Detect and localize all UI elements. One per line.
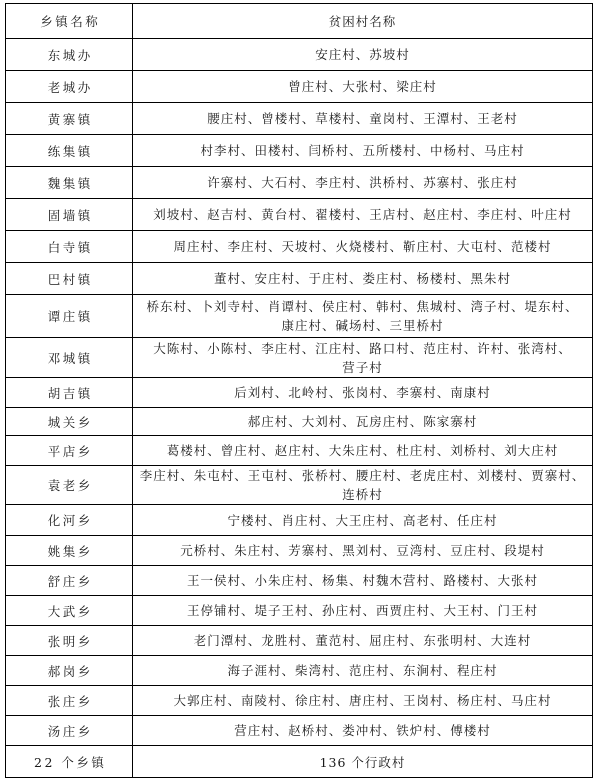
villages-cell: [133, 263, 593, 295]
table-row: [6, 716, 593, 746]
villages-cell: [133, 686, 593, 716]
villages-line: 曾庄村、大张村、梁庄村: [288, 79, 437, 94]
town-cell: 郝岗乡: [6, 656, 133, 686]
villages-line: 安庄村、苏坡村: [315, 47, 410, 62]
villages-line: 宁楼村、肖庄村、大王庄村、高老村、任庄村: [227, 512, 498, 528]
table-row: [6, 466, 593, 505]
villages-line: 董村、安庄村、于庄村、娄庄村、杨楼村、黑朱村: [213, 271, 511, 286]
villages-cell: [133, 39, 593, 71]
table-row: [6, 596, 593, 626]
villages-cell: [133, 566, 593, 596]
villages-line: 海子涯村、柴湾村、范庄村、东涧村、程庄村: [227, 663, 498, 678]
table-row: [6, 231, 593, 263]
table-row: [6, 505, 593, 536]
villages-line: 后刘村、北岭村、张岗村、李寨村、南康村: [234, 385, 491, 400]
town-cell: 巴村镇: [6, 263, 133, 295]
table-row: [6, 686, 593, 716]
table-row: [6, 71, 593, 103]
table-row: [6, 199, 593, 231]
villages-cell: [133, 505, 593, 536]
town-cell: 固墙镇: [6, 199, 133, 231]
table-header-row: [6, 4, 593, 39]
table-row: [6, 626, 593, 656]
table-row: [6, 536, 593, 566]
town-cell: 姚集乡: [6, 536, 133, 566]
villages-line: 许寨村、大石村、李庄村、洪桥村、苏寨村、张庄村: [207, 175, 518, 190]
town-cell: 胡吉镇: [6, 378, 133, 408]
villages-cell: [133, 436, 593, 466]
villages-cell: [133, 536, 593, 566]
table-row: [6, 295, 593, 338]
villages-line: 周庄村、李庄村、天坡村、火烧楼村、靳庄村、大屯村、范楼村: [173, 239, 552, 254]
table-row: [6, 263, 593, 295]
town-cell: 化河乡: [6, 505, 133, 536]
villages-cell: [133, 656, 593, 686]
villages-line: 大郭庄村、南陵村、徐庄村、唐庄村、王岗村、杨庄村、马庄村: [173, 693, 552, 708]
table-row: [6, 135, 593, 167]
town-cell: 袁老乡: [6, 466, 133, 505]
villages-line: 村李村、田楼村、闫桥村、五所楼村、中杨村、马庄村: [200, 143, 525, 158]
villages-cell: [133, 199, 593, 231]
villages-line: 老门潭村、龙胜村、董范村、屈庄村、东张明村、大连村: [193, 633, 532, 648]
table-row: [6, 378, 593, 408]
villages-line: 康庄村、碱场村、三里桥村: [281, 318, 444, 333]
town-cell: 练集镇: [6, 135, 133, 167]
table-row: [6, 566, 593, 596]
total-town-count: 22 个乡镇: [6, 746, 133, 778]
table-row: [6, 408, 593, 436]
villages-line: 桥东村、卜刘寺村、肖谭村、侯庄村、韩村、焦城村、湾子村、堤东村、: [146, 299, 579, 314]
town-cell: 老城办: [6, 71, 133, 103]
villages-line: 大陈村、小陈村、李庄村、江庄村、路口村、范庄村、许村、张湾村、: [153, 340, 572, 356]
town-cell: 黄寨镇: [6, 103, 133, 135]
town-cell: 谭庄镇: [6, 295, 133, 338]
header-villages: 贫困村名称: [133, 4, 593, 39]
villages-line: 刘坡村、赵吉村、黄台村、翟楼村、王店村、赵庄村、李庄村、叶庄村: [153, 207, 572, 222]
villages-cell: [133, 378, 593, 408]
town-cell: 汤庄乡: [6, 716, 133, 746]
villages-cell: [133, 596, 593, 626]
villages-line: 王一侯村、小朱庄村、杨集、村魏木营村、路楼村、大张村: [186, 573, 538, 588]
table-row: [6, 338, 593, 378]
town-cell: 白寺镇: [6, 231, 133, 263]
table-row: [6, 103, 593, 135]
villages-line: 李庄村、朱屯村、王屯村、张桥村、腰庄村、老虎庄村、刘楼村、贾寨村、: [139, 468, 586, 483]
villages-line: 连桥村: [342, 487, 383, 502]
villages-cell: [133, 135, 593, 167]
villages-cell: [133, 231, 593, 263]
town-cell: 魏集镇: [6, 167, 133, 199]
town-cell: 舒庄乡: [6, 566, 133, 596]
town-cell: 东城办: [6, 39, 133, 71]
total-village-count: 136 个行政村: [133, 746, 593, 778]
header-town: 乡镇名称: [6, 4, 133, 39]
town-cell: 邓城镇: [6, 338, 133, 378]
villages-cell: [133, 466, 593, 505]
table-row: [6, 656, 593, 686]
villages-line: 王停铺村、堤子王村、孙庄村、西贾庄村、大王村、门王村: [186, 603, 538, 618]
villages-line: 腰庄村、曾楼村、草楼村、童岗村、王潭村、王老村: [207, 111, 518, 126]
villages-line: 营庄村、赵桥村、娄冲村、铁炉村、傅楼村: [234, 723, 491, 738]
table-row: [6, 167, 593, 199]
villages-cell: [133, 626, 593, 656]
villages-cell: [133, 408, 593, 436]
villages-cell: [133, 338, 593, 378]
villages-cell: [133, 103, 593, 135]
table-row: [6, 39, 593, 71]
villages-line: 营子村: [342, 359, 383, 375]
town-cell: 平店乡: [6, 436, 133, 466]
table-total-row: [6, 746, 593, 778]
town-cell: 张庄乡: [6, 686, 133, 716]
villages-line: 元桥村、朱庄村、芳寨村、黑刘村、豆湾村、豆庄村、段堤村: [180, 543, 545, 558]
villages-line: 葛楼村、曾庄村、赵庄村、大朱庄村、杜庄村、刘桥村、刘大庄村: [166, 443, 559, 458]
town-cell: 张明乡: [6, 626, 133, 656]
poverty-village-table: [5, 3, 593, 778]
town-cell: 大武乡: [6, 596, 133, 626]
villages-line: 郝庄村、大刘村、瓦房庄村、陈家寨村: [247, 414, 478, 429]
table-row: [6, 436, 593, 466]
villages-cell: [133, 295, 593, 338]
villages-cell: [133, 71, 593, 103]
town-cell: 城关乡: [6, 408, 133, 436]
villages-cell: [133, 716, 593, 746]
villages-cell: [133, 167, 593, 199]
